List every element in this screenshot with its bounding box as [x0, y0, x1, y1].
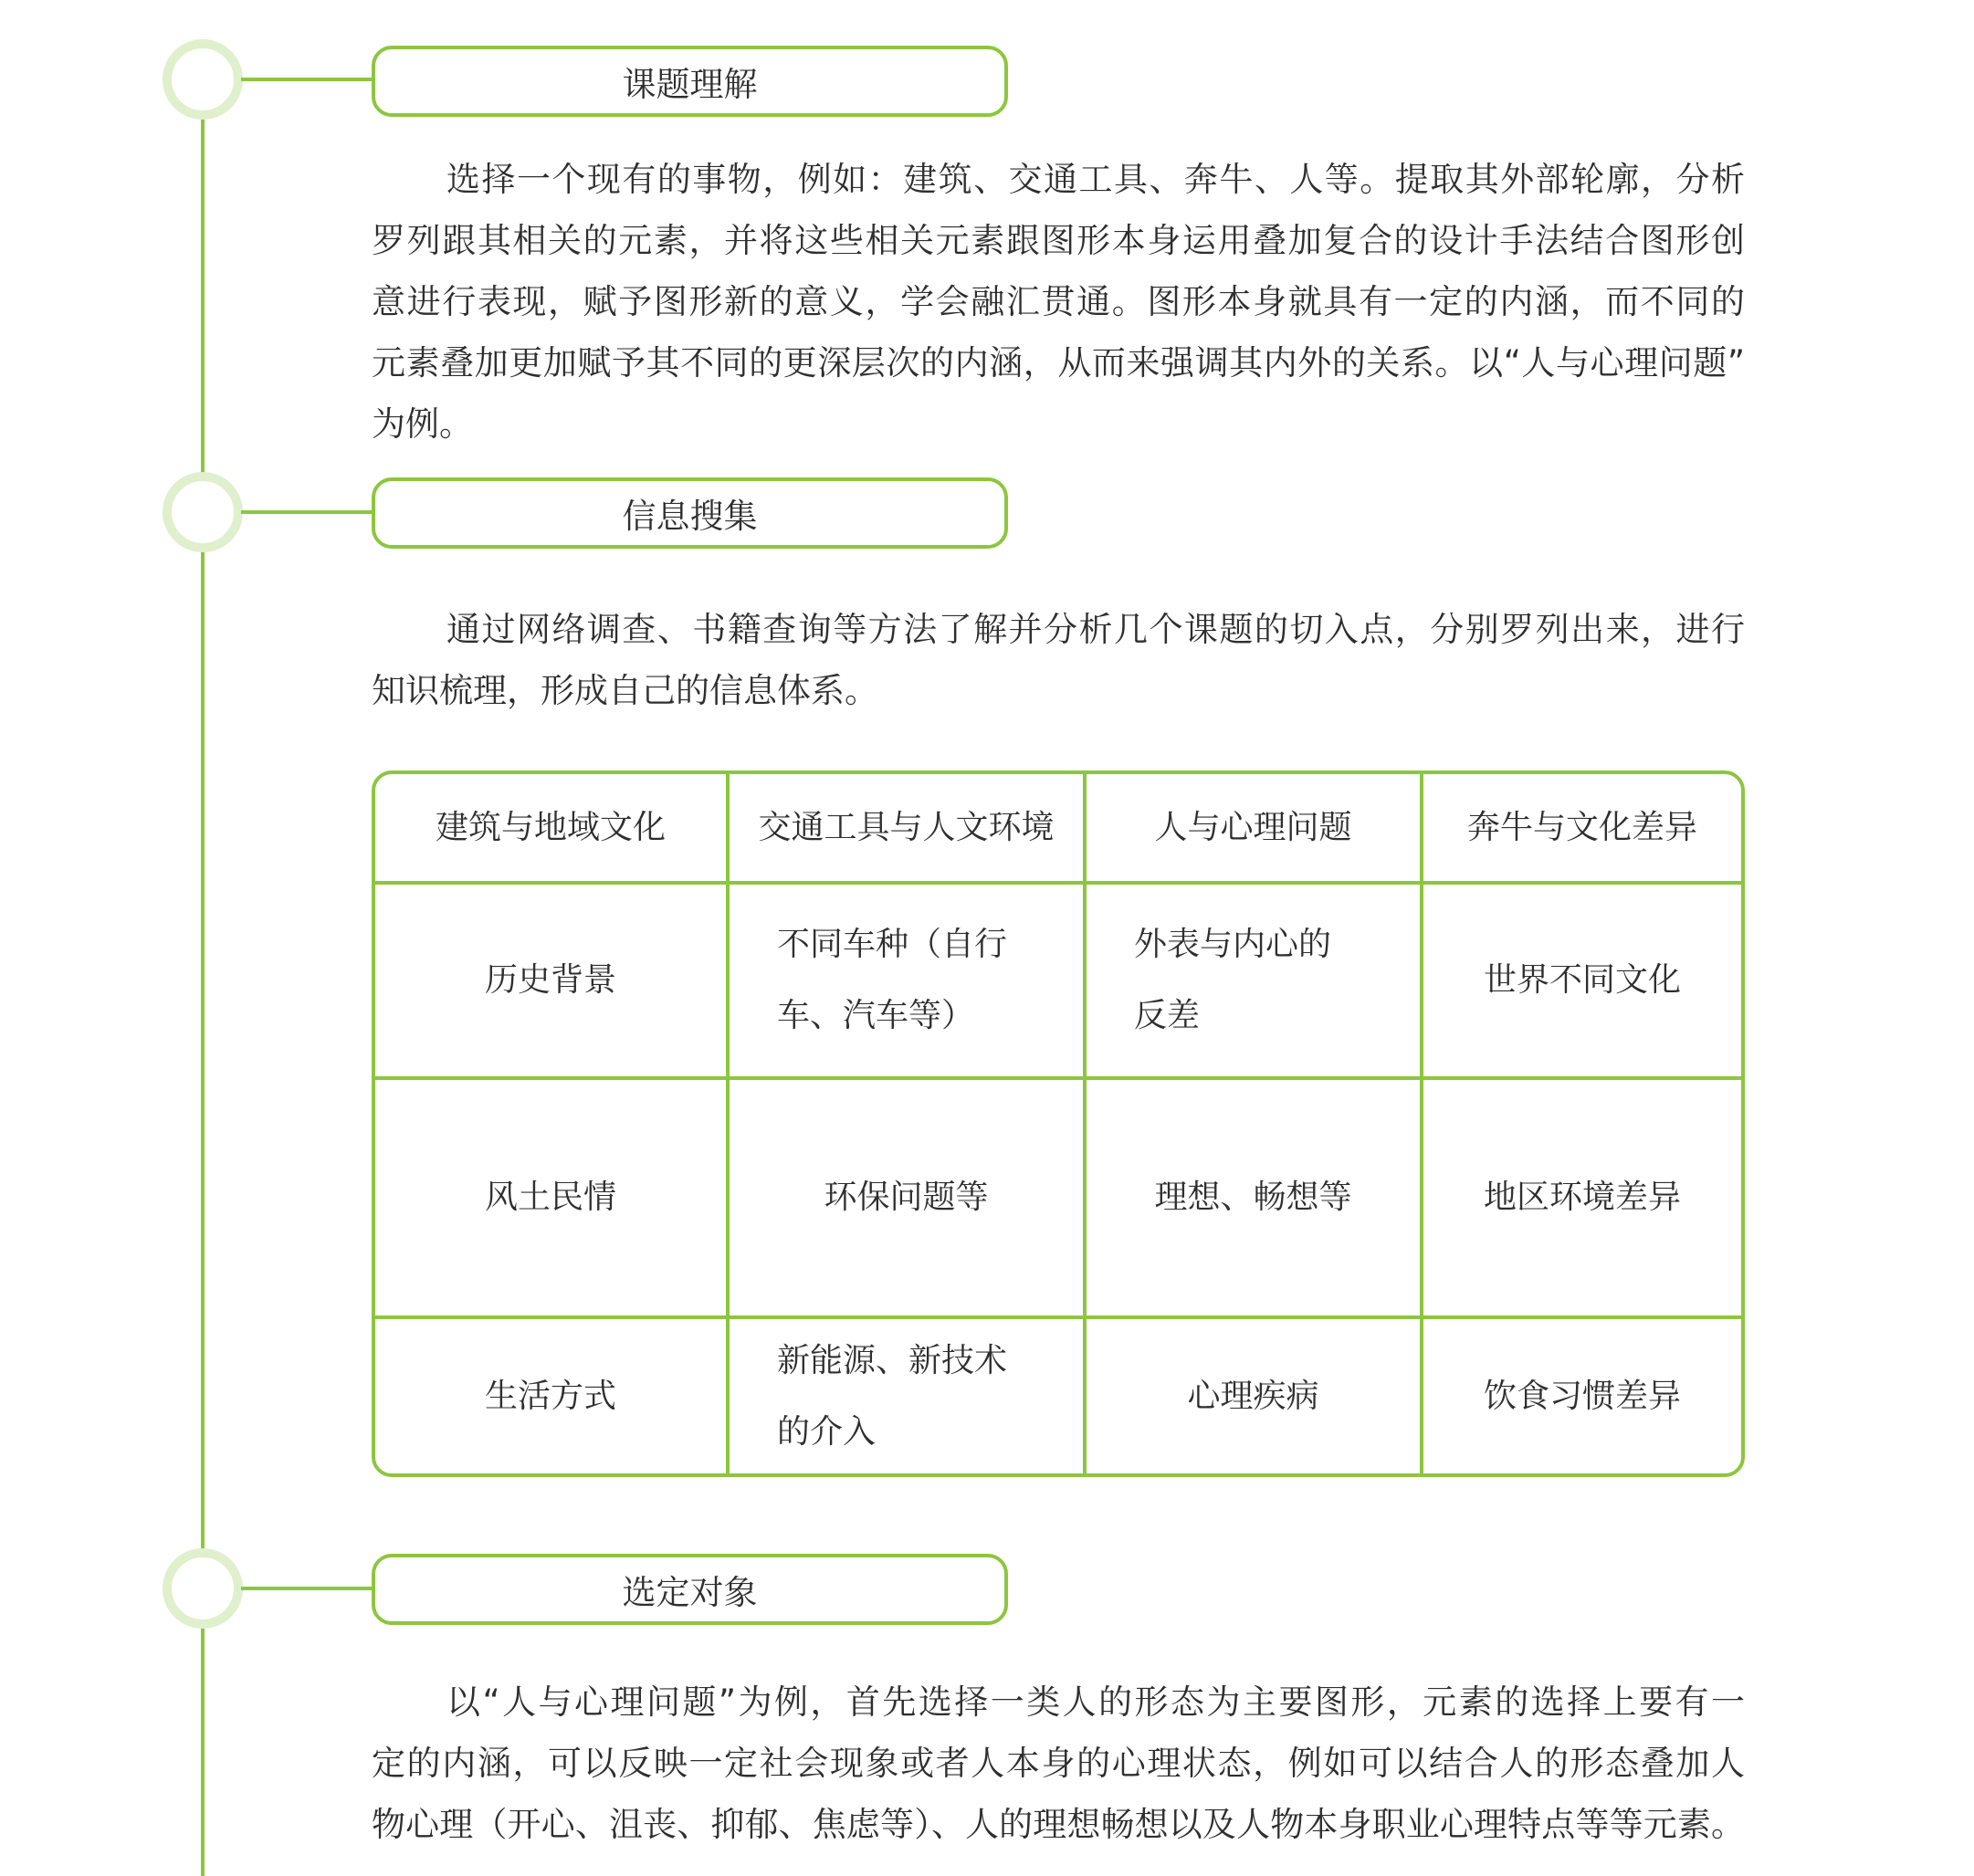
cell-text: 理想、畅想等 [1154, 1179, 1352, 1216]
table-cell [1087, 1080, 1423, 1319]
cell-text: 的介入 [777, 1412, 877, 1451]
table-cell [375, 1080, 730, 1319]
table-cell [730, 885, 1087, 1080]
section-title-3: 选定对象 [372, 1554, 1008, 1625]
cell-text: 车、汽车等） [777, 997, 975, 1034]
connector [241, 510, 373, 514]
timeline-node-icon [163, 39, 243, 120]
text-line: 物心理（开心、沮丧、抑郁、焦虑等）、人的理想畅想以及人物本身职业心理特点等等元素。 [372, 1805, 1745, 1844]
cell-text: 饮食习惯差异 [1483, 1377, 1681, 1415]
cell-text: 环保问题等 [824, 1179, 989, 1216]
section-title-1: 课题理解 [372, 46, 1008, 117]
table-header-cell [730, 774, 1087, 885]
connector [241, 78, 373, 81]
cell-text: 建筑与地域文化 [435, 808, 666, 846]
timeline-node-icon [163, 472, 243, 552]
text-line: 罗列跟其相关的元素，并将这些相关元素跟图形本身运用叠加复合的设计手法结合图形创 [372, 221, 1745, 260]
cell-text: 不同车种（自行 [777, 926, 1008, 963]
connector [241, 1587, 373, 1590]
section-2-paragraph [372, 599, 1745, 721]
table-cell [1423, 1319, 1741, 1473]
table-header-cell [375, 774, 730, 885]
topics-table [372, 770, 1745, 1477]
cell-text: 世界不同文化 [1483, 961, 1681, 999]
text-line: 元素叠加更加赋予其不同的更深层次的内涵，从而来强调其内外的关系。以“人与心理问题” [372, 343, 1745, 383]
section-1-paragraph [372, 149, 1745, 455]
table-cell [1087, 885, 1423, 1080]
table-cell [375, 1319, 730, 1473]
cell-text: 新能源、新技术 [777, 1341, 1008, 1379]
table-cell [1423, 1080, 1741, 1319]
cell-text: 奔牛与文化差异 [1466, 808, 1697, 846]
section-title-2: 信息搜集 [372, 477, 1008, 549]
timeline-node-icon [163, 1548, 243, 1629]
text-line: 为例。 [372, 404, 473, 444]
text-line: 通过网络调查、书籍查询等方法了解并分析几个课题的切入点，分别罗列出来，进行 [446, 610, 1745, 649]
table-cell [1087, 1319, 1423, 1473]
table-cell [730, 1319, 1087, 1473]
text-line: 选择一个现有的事物，例如：建筑、交通工具、奔牛、人等。提取其外部轮廓，分析 [446, 160, 1745, 199]
cell-text: 交通工具与人文环境 [758, 808, 1055, 846]
cell-text: 反差 [1134, 997, 1201, 1034]
text-line: 定的内涵，可以反映一定社会现象或者人本身的心理状态，例如可以结合人的形态叠加人 [372, 1744, 1745, 1783]
cell-text: 人与心理问题 [1154, 808, 1352, 846]
cell-text: 地区环境差异 [1483, 1179, 1681, 1216]
table-cell [375, 885, 730, 1080]
cell-text: 历史背景 [484, 961, 616, 999]
text-line: 以“人与心理问题”为例，首先选择一类人的形态为主要图形，元素的选择上要有一 [446, 1682, 1745, 1722]
cell-text: 生活方式 [484, 1377, 616, 1415]
table-header-cell [1423, 774, 1741, 885]
cell-text: 心理疾病 [1187, 1377, 1319, 1415]
table-cell [1423, 885, 1741, 1080]
text-line: 意进行表现，赋予图形新的意义，学会融汇贯通。图形本身就具有一定的内涵，而不同的 [372, 282, 1745, 321]
table-cell [730, 1080, 1087, 1319]
text-line: 知识梳理，形成自己的信息体系。 [372, 671, 878, 710]
section-3-paragraph [372, 1672, 1745, 1855]
cell-text: 外表与内心的 [1134, 926, 1332, 963]
cell-text: 风土民情 [484, 1179, 616, 1216]
table-header-cell [1087, 774, 1423, 885]
